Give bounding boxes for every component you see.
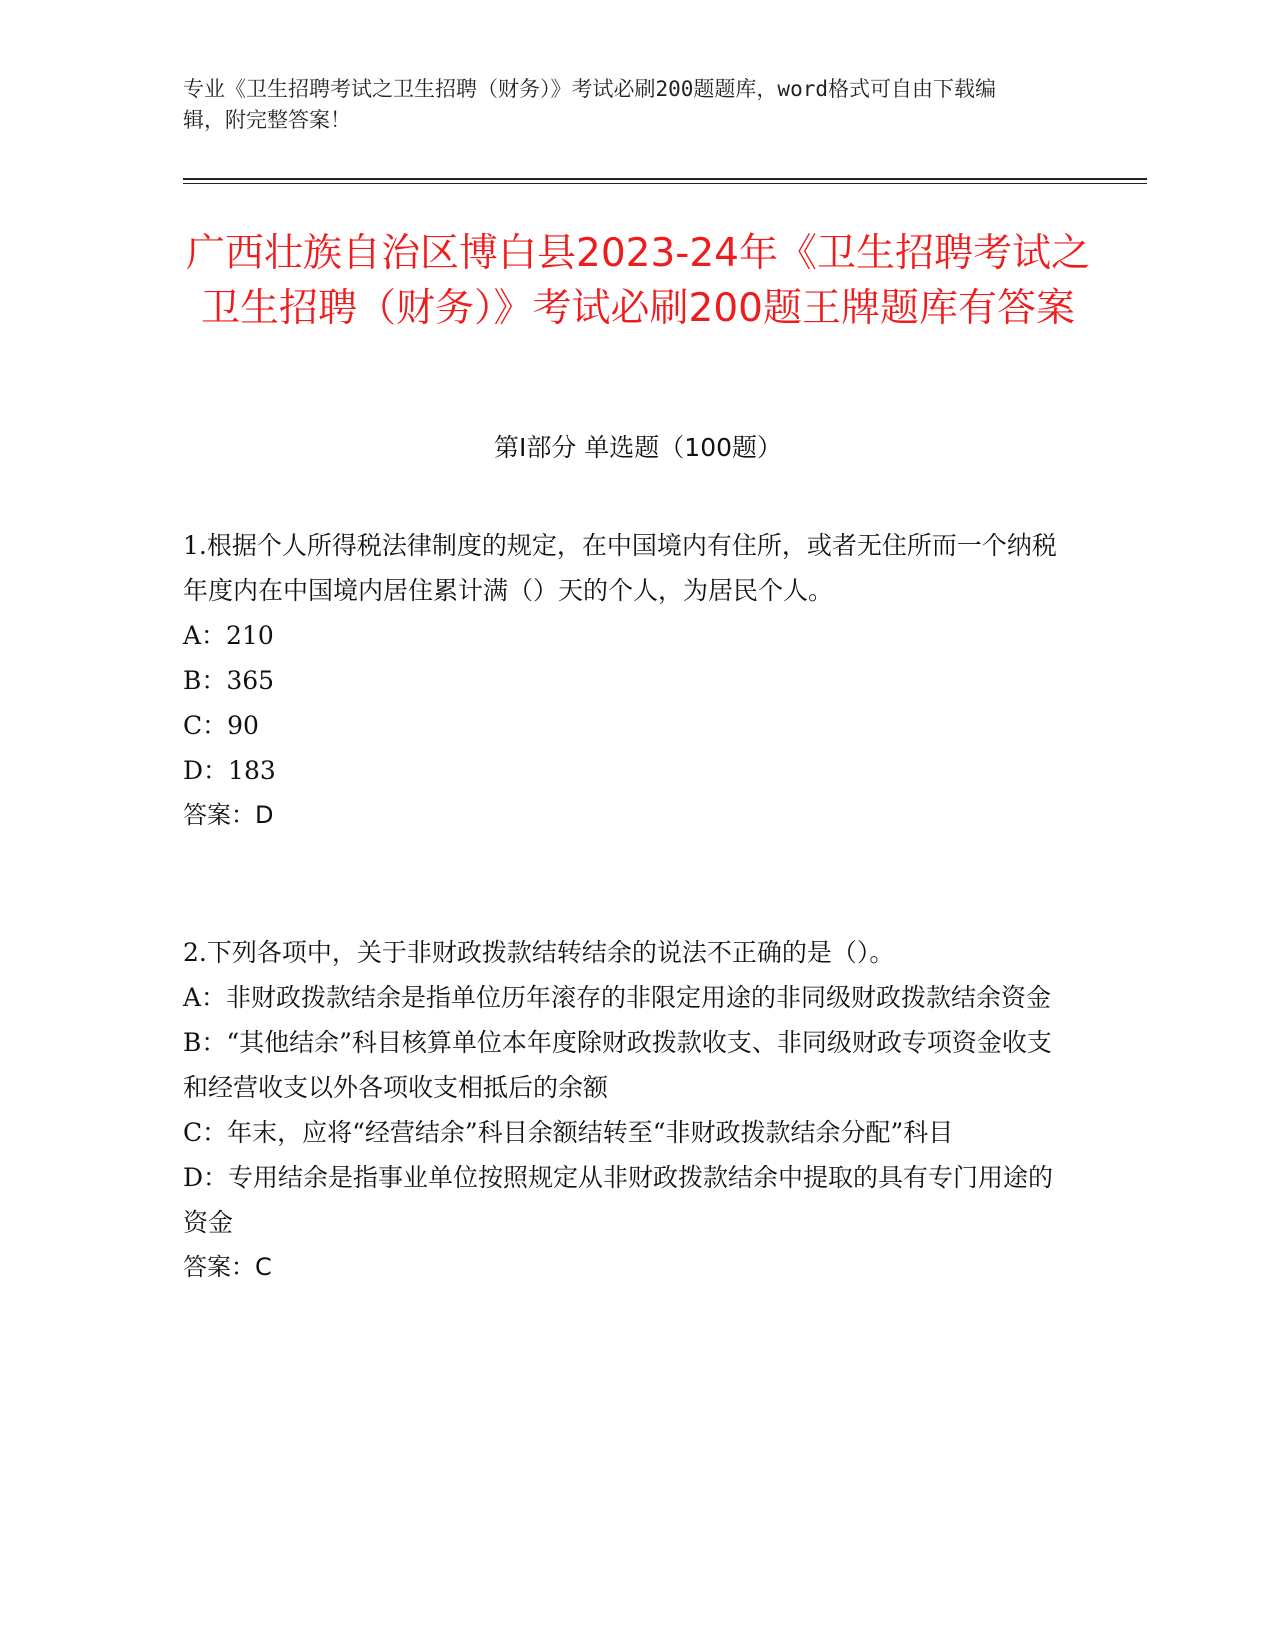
header-divider-thin: [183, 183, 1147, 184]
question-stem: 1.根据个人所得税法律制度的规定，在中国境内有住所，或者无住所而一个纳税年度内在中国境内居住累计满（）天的个人，为居民个人。: [183, 531, 1057, 605]
section-heading: 第Ⅰ部分 单选题（100题）: [493, 433, 783, 462]
option-c: C：年末，应将“经营结余”科目余额结转至“非财政拨款结余分配”科目: [183, 1118, 954, 1147]
option-d: D：专用结余是指事业单位按照规定从非财政拨款结余中提取的具有专门用途的资金: [183, 1163, 1054, 1237]
option-b: B：“其他结余”科目核算单位本年度除财政拨款收支、非同级财政专项资金收支和经营收支以外各项收支相抵后的余额: [183, 1028, 1052, 1102]
option-b: B：365: [183, 666, 275, 695]
header-note: 专业《卫生招聘考试之卫生招聘（财务）》考试必刷200题题库，word格式可自由下载编辑，附完整答案！: [183, 77, 996, 132]
answer: 答案：D: [183, 801, 274, 829]
option-d: D：183: [183, 756, 276, 785]
question-stem: 2.下列各项中，关于非财政拨款结转结余的说法不正确的是（）。: [183, 938, 895, 967]
option-a: A：非财政拨款结余是指单位历年滚存的非限定用途的非同级财政拨款结余资金: [183, 983, 1052, 1012]
answer: 答案：C: [183, 1253, 272, 1281]
question-1: [183, 523, 1075, 838]
document-title: 广西壮族自治区博白县2023-24年《卫生招聘考试之卫生招聘（财务）》考试必刷200题王牌题库有答案: [186, 231, 1090, 331]
header-divider-thick: [183, 178, 1147, 180]
option-a: A：210: [183, 621, 274, 650]
option-c: C：90: [183, 711, 259, 740]
question-2: [183, 930, 1075, 1290]
